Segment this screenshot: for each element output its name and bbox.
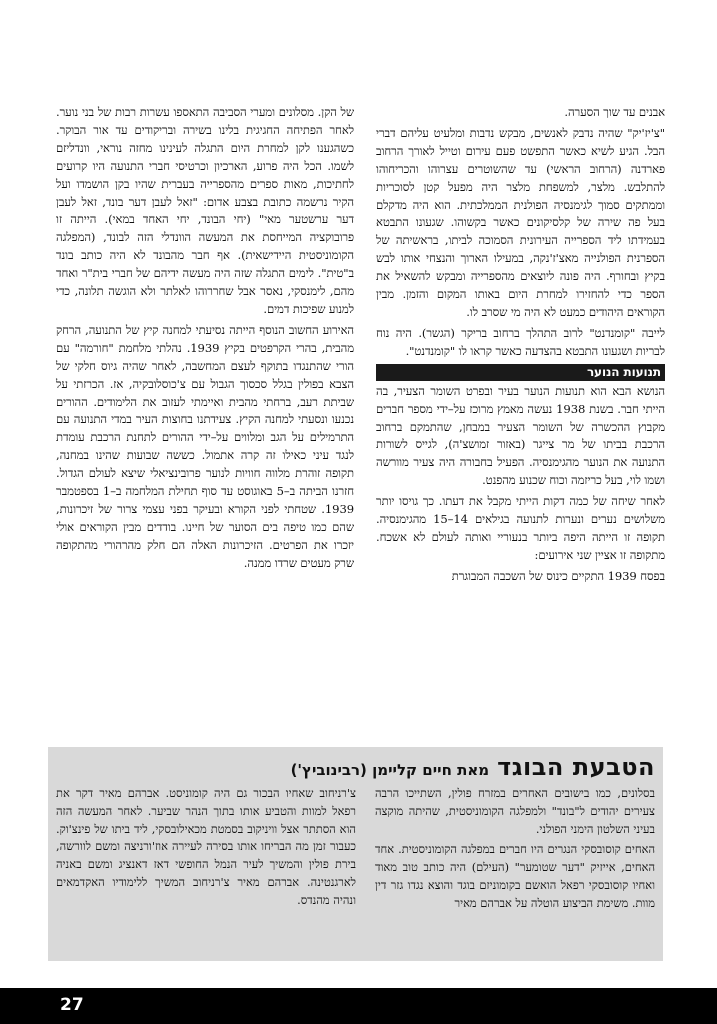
- paragraph: "צ'יז'יק" שהיה נדבק לאנשים, מבקש נדבות ומלעיט עליהם דברי הבל. הגיע לשיא כאשר התפשט פעם עירום וטייל לאורך הרחוב פארדנה (הרחוב הראשי) עד שהשוטרים עצרוהו והכריחוהו להתלבש. מלצר, למשפחת מלצר היה מפעל קטן לסוכריות וממתקים סמוך לגימנסיה הפולנית הממלכתית. הוא היה מדקלם בעל פה שירה של קלסיקונים כאשר בקשוהו. שגעונו התבטא בעמידתו ליד הספרייה העירונית הסמוכה לביתו, בראשיתה של הספרנית הפולנייה מאצ'ז'נקה, במעילו הארוך והנצחי אותו לבש בקיץ ובחורף. היה פונה ליוצאים מהספרייה ומבקש להשאיל את הספר כדי להחזירו למחרת היום באותו המקום והזמן. מבין הקוראים היהודים כמעט לא היה מי שסרב לו.: [376, 125, 665, 319]
- paragraph: צ'רניחוב שאחיו הבכור גם היה קומוניסט. אברהם מאיר דקר את רפאל למוות והטביע אותו בתוך הנהר שביער. לאחר המעשה הזה הוא הסתתר אצל וויניקוב בסמטת מכאילובסקי, ליד ביתו של פינצ'וק. כעבור זמן מה הבריחו אותו בסירה לעיירה אוז'ורניצה ומשם לוורשה, בירת פולין והמשיך לעיר הנמל החופשי דאז דאנציג ומשם באניה לארגנטינה. אברהם מאיר צ'רניחוב המשיך ללימודיו האקדמאים ונהיה מהנדס.: [56, 786, 356, 907]
- box-byline: מאת חיים קליימן (רבינוביץ'): [290, 761, 490, 779]
- box-right-column: [375, 785, 655, 916]
- article-left-column: [56, 104, 354, 576]
- section-heading: תנועות הנוער: [376, 364, 665, 381]
- article-right-column: [376, 104, 665, 589]
- paragraph: בסלונים, כמו בישובים האחרים במזרח פולין, השתייכו הרבה צעירים יהודים ל"בונד" ולמפלגה הקומוניסטית, שהיתה מוקצה בעיני השלטון הימני הפולני.: [375, 786, 655, 836]
- box-left-column: [56, 785, 356, 913]
- page-number: 27: [60, 995, 84, 1015]
- paragraph: בפסח 1939 התקיים כינוס של השכבה המבוגרת: [451, 568, 665, 583]
- sidebar-story-box: [48, 747, 663, 961]
- paragraph: לאחר שיחה של כמה דקות הייתי מקבל את דעתו. כך גויסו יותר משלושים נערים ונערות לתנועה בגילאים 14–15 מהגימנסיה. תקופה זו הייתה היפה ביותר בנעוריי ואותה לעולם לא אשכח. מתקופה זו אציין שני אירועים:: [376, 494, 665, 562]
- paragraph: אבנים עד שוך הסערה.: [564, 105, 665, 119]
- box-title-row: [56, 753, 655, 783]
- paragraph: לייבה "קומנדנט" לרוב התהלך ברחוב בריקר (הגשר). היה נוח לבריות ושגעונו התבטא בהצדעה כאשר קראו לו "קומנדנט".: [376, 325, 665, 358]
- paragraph: האירוע החשוב הנוסף הייתה נסיעתי למחנה קיץ של התנועה, הרחק מהבית, בהרי הקרפטים בקיץ 1939. נהלתי מלחמת "חורמה" עם הורי שהתנגדו בתוקף לעצם המחשבה, לאחר שהיה גיוס חלקי של הצבא בפולין בגלל סכסוך הגבול עם צ'כוסלובקיה, אז. הכרזתי על שביתת רעב, ברחתי מהבית ואיימתי לעזוב את הלימודים. ההורים נכנעו ונסעתי למחנה הקיץ. צעידתנו בחוצות העיר במדי התנועה עם התרמילים על הגב ומלווים על–ידי ההורים לתחנת הרכבת עומדת לנגד עיני כאילו זה קרה אתמול. כששה שבועות שהינו במחנה, תקופה זוהרת מלווה חוויות לנוער פרובינציאלי שיצא לעולם הגדול. חזרנו הביתה ב–5 באוגוסט עד סוף תחילת המלחמה ב–1 בספטמבר 1939. שטחתי לפני הקורא ובעיקר בפני עצמי צרור של זיכרונות, שהם כמו טיפה בים הסוער של חיינו. בודדים מבין הקוראים אולי יזכרו את הפרטים. הזיכרונות האלה הם חלק מהרהורי מהתקופה שרק מעטים שרדו ממנה.: [56, 322, 354, 570]
- paragraph: של הקן. מסלונים ומערי הסביבה התאספו עשרות רבות של בני נוער. לאחר הפתיחה החגיגית בלינו בשירה ובריקודים עד אור הבוקר. כשהגענו לקן למחרת היום התגלה לעינינו מחזה נוראי, וונדליזם לשמו. הכל היה פרוע, הארכיון וכרטיסי חברי התנועה היו קרועים לחתיכות, מאות ספרים מהספרייה בעברית שהיו בקן הושמדו ועל הקיר נרשמה כתובת בצבע אדום: "זאל לעבן דער בונד, זאל לעבן דער ערשטער מאי" (יחי הבונד, יחי האחד במאי). הייתה זו פרובוקציה המייחסת את המעשה הוונדלי הזה לבונד, (המפלגה הקומוניסטית היידישאית). אף חבר מהבונד לא היה כותב בונד ב"טית". לימים התגלה שזה היה מעשה ידיהם של חברי בית"ר ואחד מהם, לימנסקי, נאסר אבל שחררוהו לאלתר ולא הוגשה תלונה, כדי למנוע שפיכות דמים.: [56, 105, 354, 316]
- footer-bar: [0, 988, 717, 1024]
- paragraph: הנושא הבא הוא תנועות הנוער בעיר ובפרט השומר הצעיר, בה הייתי חבר. בשנת 1938 נעשה מאמץ מרוכז על–ידי מספר חברים מקבוץ ההכשרה של השומר הצעיר במבחן, שהתמקם ברחוב הרכבת בביתו של מר צייגר (באזור זמושצ'ה), לגייס לשורות התנועה את הנוער מהגימנסיה. הפעיל בחבורה היה צעיר מוורשה ושמו לוי, בעל כריזמה וכוח שכנוע מהפנט.: [376, 383, 665, 488]
- paragraph: האחים קוסובסקי הנגרים היו חברים במפלגה הקומוניסטית. אחד האחים, אייזיק "דער שטומער" (העילם) היה כותב טוב מאוד ואחיו קוסובסקי רפאל הואשם בקומוניזם בוגד והוצא נגדו גזר דין מוות. משימת הביצוע הוטלה על אברהם מאיר: [375, 842, 655, 910]
- box-title: הטבעת הבוגד: [497, 753, 655, 781]
